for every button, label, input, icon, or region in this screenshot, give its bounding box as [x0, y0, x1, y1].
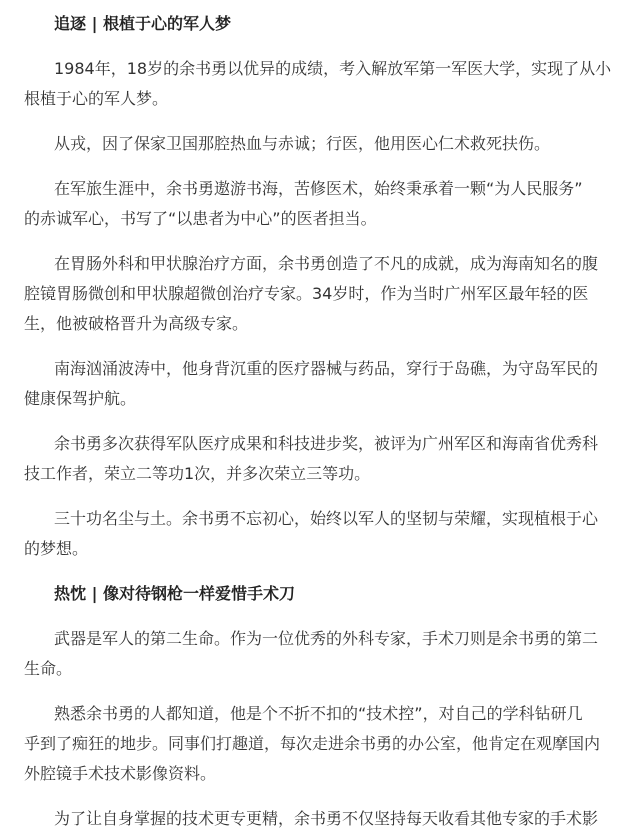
paragraph-line: 健康保驾护航。	[24, 389, 137, 408]
paragraph-line: 三十功名尘与土。余书勇不忘初心，始终以军人的坚韧与荣耀，实现植根于心	[54, 509, 599, 528]
paragraph	[24, 354, 614, 414]
paragraph-line: 外腔镜手术技术影像资料。	[24, 764, 217, 783]
paragraph-line: 的梦想。	[24, 539, 89, 558]
paragraph-line: 腔镜胃肠微创和甲状腺超微创治疗专家。34岁时，作为当时广州军区最年轻的医	[24, 284, 589, 303]
paragraph	[24, 504, 614, 564]
paragraph	[24, 249, 614, 339]
paragraph-line: 1984年，18岁的余书勇以优异的成绩，考入解放军第一军医大学，实现了从小	[54, 59, 612, 78]
paragraph	[24, 429, 614, 489]
paragraph-line: 乎到了痴狂的地步。同事们打趣道，每次走进余书勇的办公室，他肯定在观摩国内	[24, 734, 601, 753]
paragraph-line: 生命。	[24, 659, 73, 678]
paragraph-line: 为了让自身掌握的技术更专更精，余书勇不仅坚持每天收看其他专家的手术影	[54, 809, 599, 828]
paragraph-line: 余书勇多次获得军队医疗成果和科技进步奖，被评为广州军区和海南省优秀科	[54, 434, 599, 453]
paragraph-line: 根植于心的军人梦。	[24, 89, 169, 108]
paragraph-line: 武器是军人的第二生命。作为一位优秀的外科专家，手术刀则是余书勇的第二	[54, 629, 599, 648]
paragraph-line: 从戎，因了保家卫国那腔热血与赤诚；行医，他用医心仁术救死扶伤。	[54, 134, 551, 153]
paragraph-line: 在军旅生涯中，余书勇遨游书海，苦修医术，始终秉承着一颗“为人民服务”	[54, 179, 583, 198]
paragraph-line: 的赤诚军心，书写了“以患者为中心”的医者担当。	[24, 209, 377, 228]
paragraph-line: 技工作者，荣立二等功1次，并多次荣立三等功。	[24, 464, 371, 483]
paragraph	[24, 174, 614, 234]
paragraph	[24, 624, 614, 684]
paragraph	[24, 54, 614, 114]
paragraph-line: 熟悉余书勇的人都知道，他是个不折不扣的“技术控”，对自己的学科钻研几	[54, 704, 583, 723]
section-heading: 追逐 | 根植于心的军人梦	[54, 14, 231, 33]
paragraph	[24, 804, 614, 834]
section-heading: 热忱 | 像对待钢枪一样爱惜手术刀	[54, 584, 295, 603]
paragraph	[24, 699, 614, 789]
paragraph-line: 在胃肠外科和甲状腺治疗方面，余书勇创造了不凡的成就，成为海南知名的腹	[54, 254, 599, 273]
paragraph-line: 南海汹涌波涛中，他身背沉重的医疗器械与药品，穿行于岛礁，为守岛军民的	[54, 359, 599, 378]
paragraph	[24, 129, 614, 159]
paragraph-line: 生，他被破格晋升为高级专家。	[24, 314, 249, 333]
